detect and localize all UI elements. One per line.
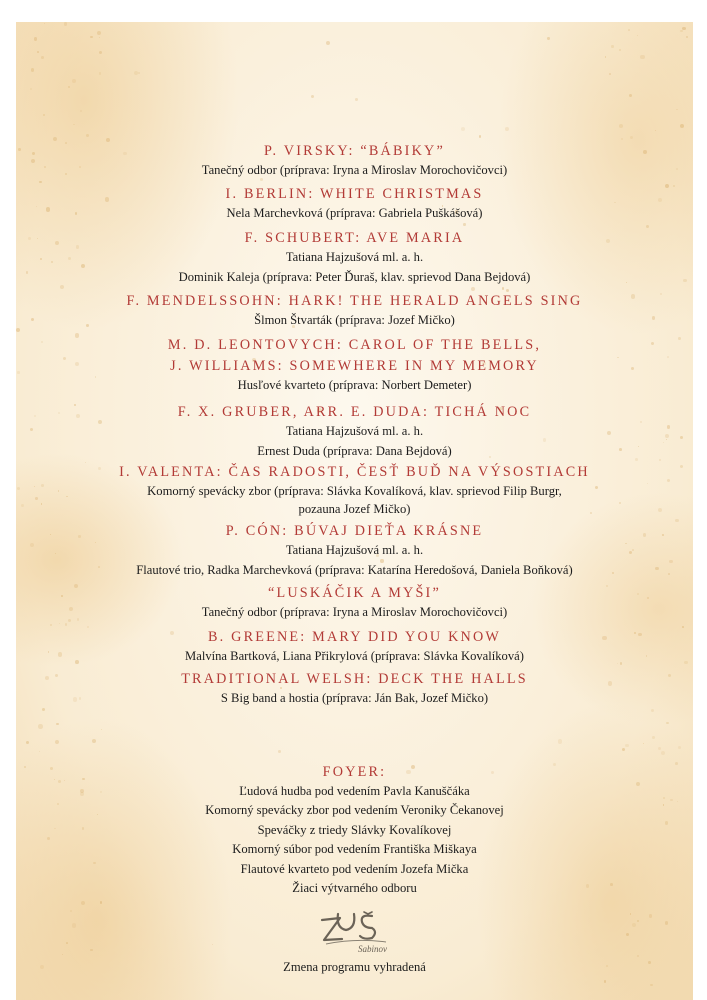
performer-line: Husľové kvarteto (príprava: Norbert Demeter)	[237, 378, 472, 392]
program-item	[16, 292, 693, 329]
program-change-notice: Zmena programu vyhradená	[283, 960, 426, 974]
foyer-line: Speváčky z triedy Slávky Kovalíkovej	[257, 822, 452, 837]
foyer-line: Ľudová hudba pod vedením Pavla Kanuščáka	[239, 784, 470, 798]
piece-title: M. D. LEONTOVYCH: CAROL OF THE BELLS,	[167, 337, 542, 353]
svg-text:Sabinov: Sabinov	[358, 944, 387, 954]
program-list	[16, 22, 693, 1000]
piece-title: P. CÓN: BÚVAJ DIEŤA KRÁSNE	[225, 523, 484, 539]
piece-title: F. SCHUBERT: AVE MARIA	[244, 230, 465, 246]
piece-title: P. VIRSKY: “BÁBIKY”	[264, 143, 445, 159]
foyer-line: Komorný súbor pod vedením Františka Miškaya	[232, 842, 477, 857]
performer-line: S Big band a hostia (príprava: Ján Bak, Jozef Mičko)	[220, 691, 489, 705]
program-item	[16, 336, 693, 394]
program-item	[16, 670, 693, 707]
performer-line: Komorný spevácky zbor (príprava: Slávka Kovalíková, klav. sprievod Filip Burgr,	[147, 484, 562, 498]
foyer-title: FOYER:	[322, 764, 387, 780]
program-item	[16, 522, 693, 579]
piece-title: F. MENDELSSOHN: HARK! THE HERALD ANGELS SING	[126, 293, 583, 309]
performer-line: Flautové trio, Radka Marchevková (príprava: Katarína Heredošová, Daniela Boňková)	[136, 563, 573, 577]
program-item	[16, 628, 693, 665]
program-item	[16, 463, 693, 518]
piece-title: F. X. GRUBER, ARR. E. DUDA: TICHÁ NOC	[177, 404, 532, 420]
foyer-line: Žiaci výtvarného odboru	[292, 881, 417, 896]
performer-line: Tanečný odbor (príprava: Iryna a Miroslav Morochovičovci)	[201, 605, 508, 619]
school-logo	[316, 910, 396, 961]
piece-title: “LUSKÁČIK A MYŠI”	[268, 585, 441, 601]
foyer-line: Flautové kvarteto pod vedením Jozefa Mička	[240, 861, 469, 876]
performer-line: Tatiana Hajzušová ml. a. h.	[285, 424, 424, 438]
program-item	[16, 185, 693, 222]
performer-line: Tatiana Hajzušová ml. a. h.	[285, 543, 424, 557]
performer-line: Tanečný odbor (príprava: Iryna a Miroslav Morochovičovci)	[201, 163, 508, 177]
performer-line: Malvína Bartková, Liana Přikrylová (príprava: Slávka Kovalíková)	[185, 649, 524, 663]
program-item	[16, 142, 693, 179]
piece-title-second: J. WILLIAMS: SOMEWHERE IN MY MEMORY	[170, 358, 539, 374]
foyer-section	[16, 763, 693, 898]
performer-line: pozauna Jozef Mičko)	[298, 502, 411, 516]
program-item	[16, 229, 693, 286]
performer-line: Šlmon Štvarták (príprava: Jozef Mičko)	[254, 313, 455, 327]
program-page	[16, 22, 693, 1000]
performer-line: Nela Marchevková (príprava: Gabriela Puškášová)	[226, 206, 483, 220]
foyer-line: Komorný spevácky zbor pod vedením Veroniky Čekanovej	[205, 803, 504, 818]
piece-title: TRADITIONAL WELSH: DECK THE HALLS	[181, 671, 528, 687]
piece-title: I. VALENTA: ČAS RADOSTI, ČESŤ BUĎ NA VÝSOSTIACH	[119, 464, 590, 480]
performer-line: Tatiana Hajzušová ml. a. h.	[285, 250, 424, 264]
performer-line: Dominik Kaleja (príprava: Peter Ďuraš, klav. sprievod Dana Bejdová)	[178, 270, 531, 284]
program-item	[16, 584, 693, 621]
program-item	[16, 403, 693, 460]
piece-title: B. GREENE: MARY DID YOU KNOW	[207, 629, 502, 645]
performer-line: Ernest Duda (príprava: Dana Bejdová)	[257, 444, 452, 458]
piece-title: I. BERLIN: WHITE CHRISTMAS	[225, 186, 484, 202]
